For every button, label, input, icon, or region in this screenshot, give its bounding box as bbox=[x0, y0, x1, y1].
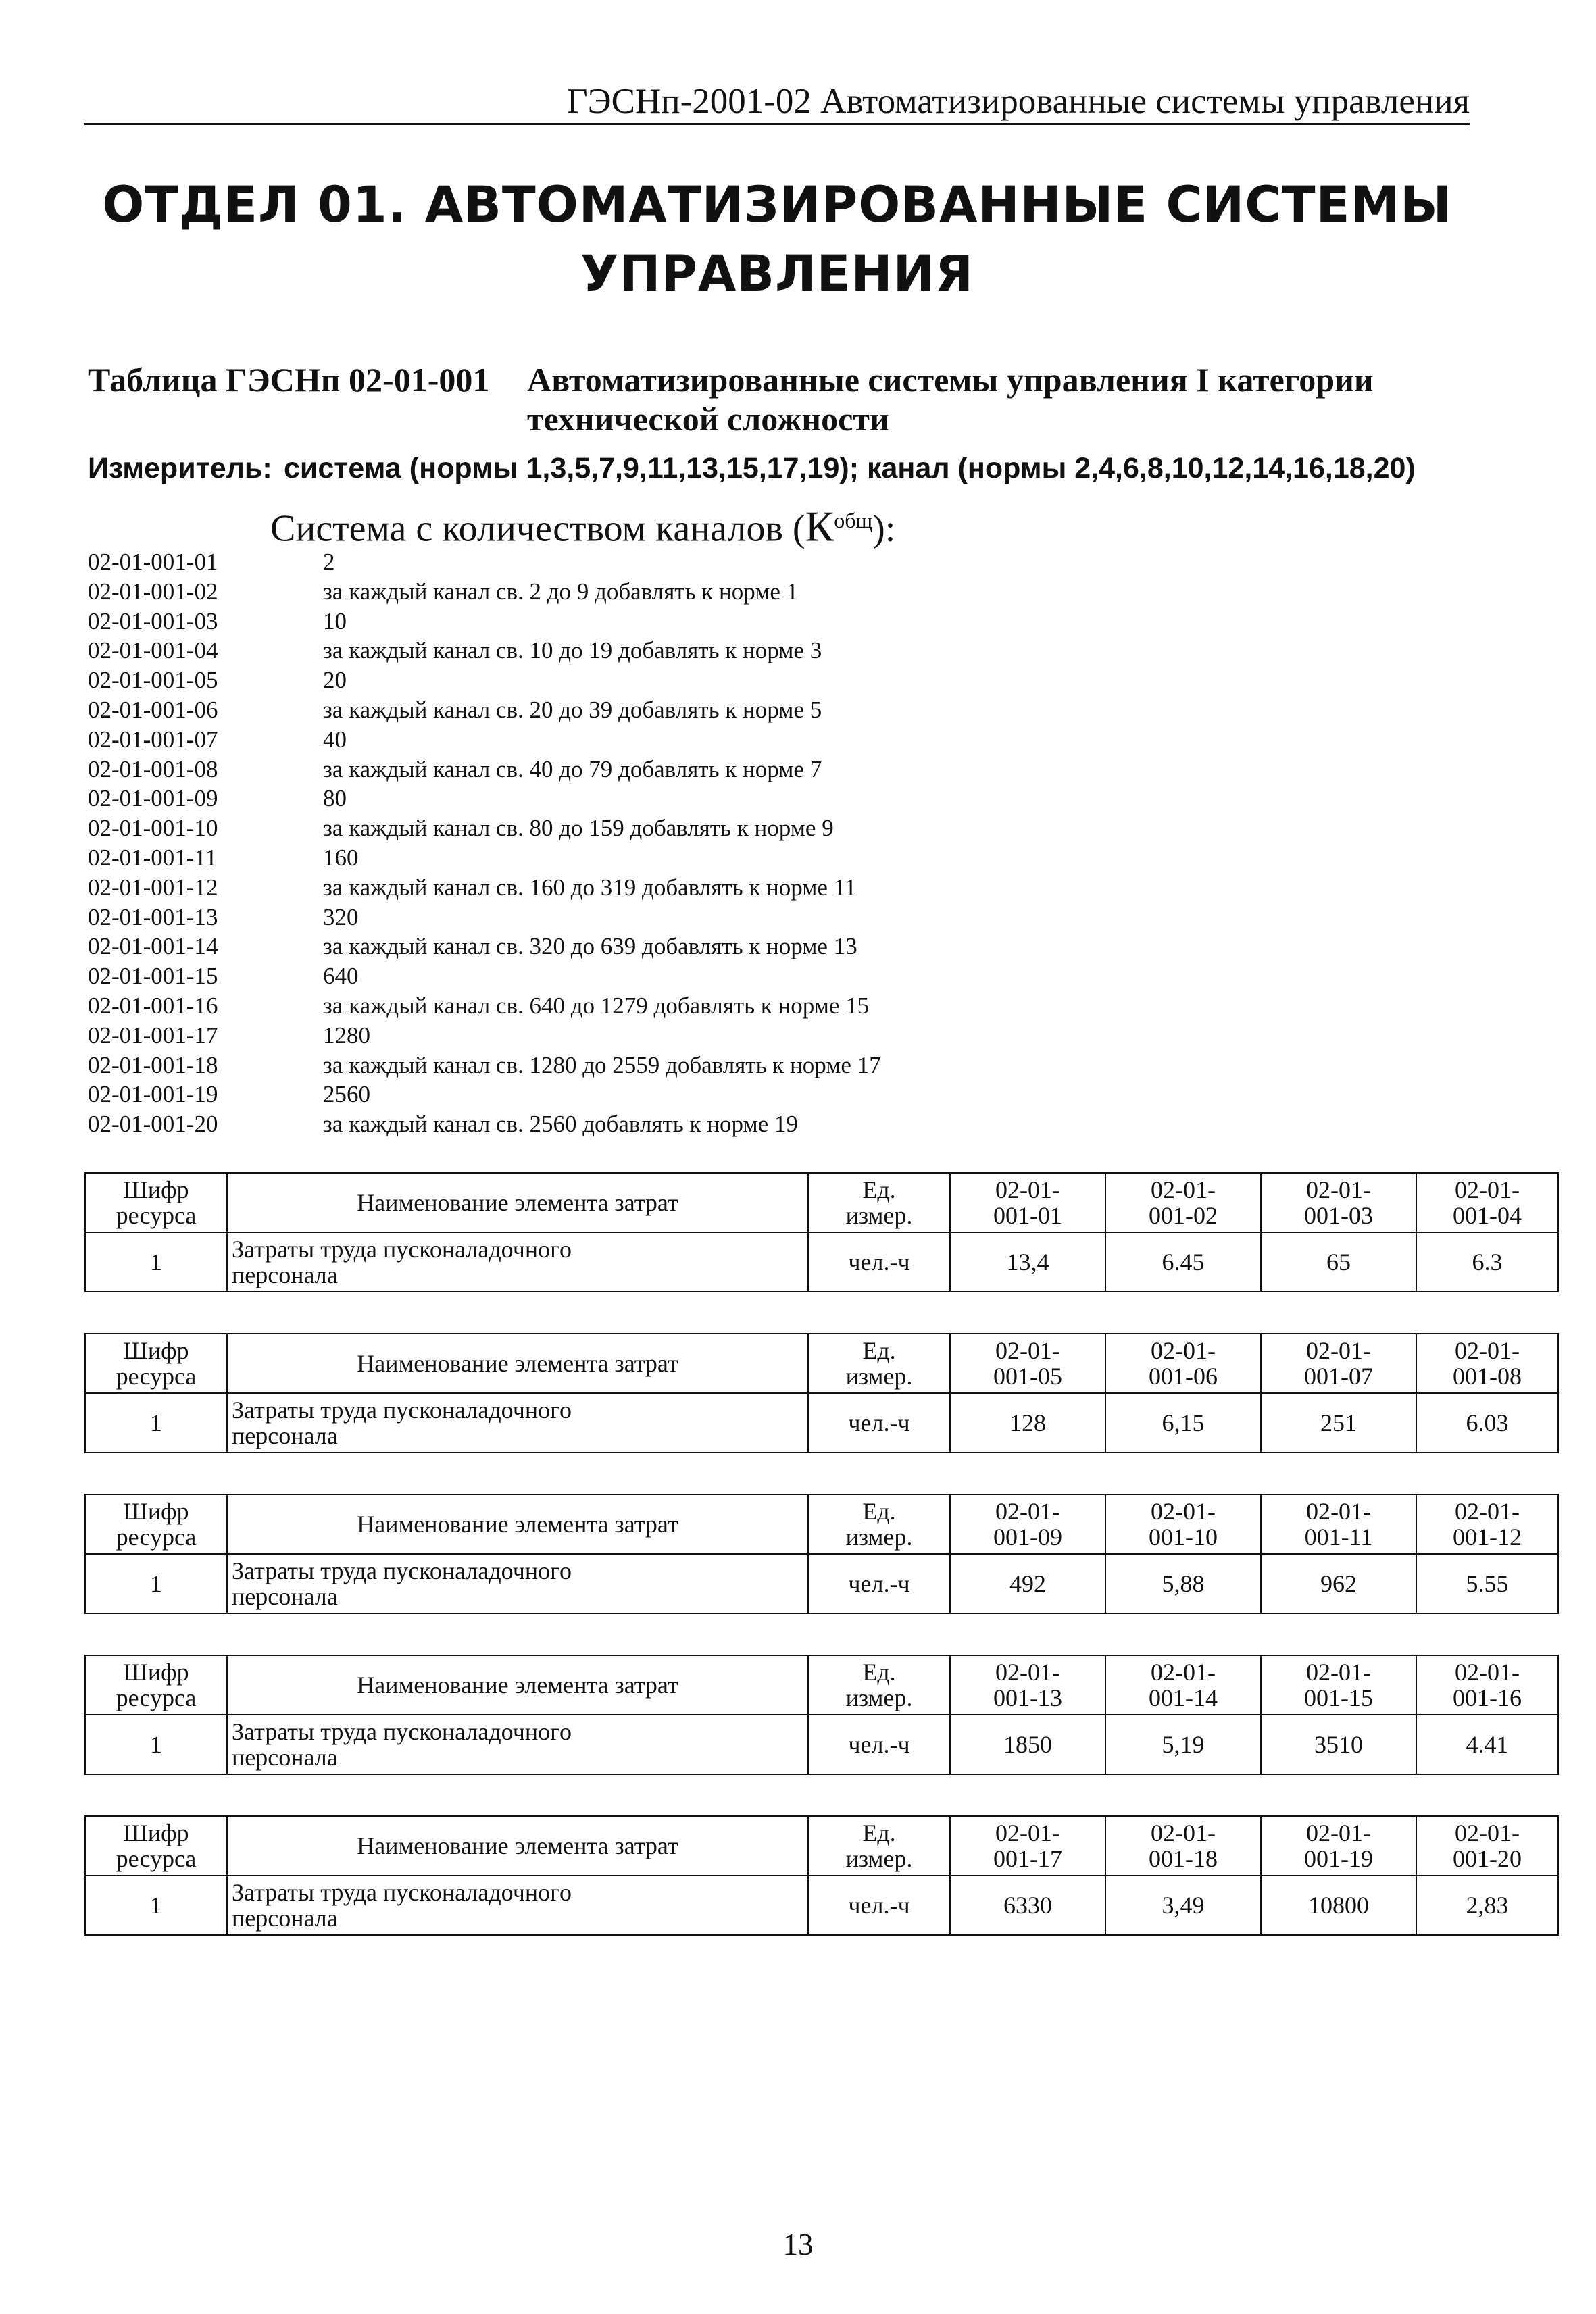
value-cell: 3,49 bbox=[1105, 1876, 1261, 1935]
resource-code-cell: 1 bbox=[85, 1554, 227, 1613]
section-title-line2: УПРАВЛЕНИЯ bbox=[580, 245, 974, 303]
header-norm-code bbox=[1261, 1655, 1416, 1715]
value-cell: 6.03 bbox=[1416, 1393, 1558, 1453]
table-header-row bbox=[85, 1655, 1558, 1715]
norm-row bbox=[88, 725, 1372, 755]
norm-description: 20 bbox=[323, 667, 347, 694]
norm-code: 02-01-001-18 bbox=[88, 1051, 218, 1078]
header-norm-code bbox=[1416, 1655, 1558, 1715]
norm-row bbox=[88, 991, 1372, 1021]
header-resource-code bbox=[85, 1655, 227, 1715]
header-norm-code-line: 001-17 bbox=[993, 1845, 1062, 1872]
header-norm-code-line: 001-11 bbox=[1304, 1524, 1373, 1551]
value-cell: 65 bbox=[1261, 1232, 1416, 1292]
header-resource-code-line: Шифр bbox=[123, 1659, 189, 1686]
norm-row bbox=[88, 1080, 1372, 1109]
header-norm-code-line: 001-18 bbox=[1149, 1845, 1218, 1872]
unit-cell: чел.-ч bbox=[808, 1554, 950, 1613]
header-cost-element: Наименование элемента затрат bbox=[227, 1173, 808, 1232]
header-norm-code-line: 001-12 bbox=[1453, 1524, 1522, 1551]
norm-description: 2 bbox=[323, 549, 335, 575]
cost-element-cell-line: Затраты труда пусконаладочного bbox=[232, 1718, 572, 1745]
table-header-row bbox=[85, 1494, 1558, 1554]
header-norm-code bbox=[1105, 1334, 1261, 1393]
header-norm-code-line: 001-16 bbox=[1453, 1684, 1522, 1711]
header-resource-code-line: ресурса bbox=[116, 1524, 197, 1551]
header-norm-code-line: 001-04 bbox=[1453, 1202, 1522, 1229]
header-norm-code bbox=[1261, 1494, 1416, 1554]
cost-table bbox=[84, 1333, 1559, 1453]
norm-row bbox=[88, 1109, 1372, 1139]
header-norm-code-line: 001-09 bbox=[993, 1524, 1062, 1551]
cost-element-cell-line: Затраты труда пусконаладочного bbox=[232, 1557, 572, 1584]
norm-code: 02-01-001-05 bbox=[88, 667, 218, 694]
header-norm-code-line: 001-10 bbox=[1149, 1524, 1218, 1551]
header-unit-line: измер. bbox=[845, 1363, 913, 1390]
value-cell: 1850 bbox=[950, 1715, 1105, 1774]
cost-element-cell-line: персонала bbox=[232, 1422, 338, 1449]
header-unit bbox=[808, 1816, 950, 1876]
header-resource-code bbox=[85, 1334, 227, 1393]
header-resource-code-line: ресурса bbox=[116, 1845, 197, 1872]
header-cost-element: Наименование элемента затрат bbox=[227, 1655, 808, 1715]
norm-code: 02-01-001-09 bbox=[88, 785, 218, 812]
header-resource-code-line: Шифр bbox=[123, 1176, 189, 1203]
value-cell: 4.41 bbox=[1416, 1715, 1558, 1774]
norm-code: 02-01-001-16 bbox=[88, 992, 218, 1019]
value-cell: 10800 bbox=[1261, 1876, 1416, 1935]
norm-row bbox=[88, 547, 1372, 577]
value-cell: 3510 bbox=[1261, 1715, 1416, 1774]
header-unit bbox=[808, 1334, 950, 1393]
norm-description: за каждый канал св. 20 до 39 добавлять к норме 5 bbox=[323, 696, 822, 723]
value-cell: 6.45 bbox=[1105, 1232, 1261, 1292]
header-norm-code bbox=[1261, 1173, 1416, 1232]
resource-code-cell: 1 bbox=[85, 1232, 227, 1292]
system-line-suffix: ): bbox=[872, 507, 896, 550]
header-norm-code bbox=[1261, 1334, 1416, 1393]
norm-code: 02-01-001-20 bbox=[88, 1111, 218, 1138]
unit-cell: чел.-ч bbox=[808, 1876, 950, 1935]
unit-cell: чел.-ч bbox=[808, 1393, 950, 1453]
norm-row bbox=[88, 607, 1372, 636]
cost-element-cell-line: персонала bbox=[232, 1261, 338, 1288]
header-resource-code-line: Шифр bbox=[123, 1819, 189, 1846]
value-cell: 251 bbox=[1261, 1393, 1416, 1453]
header-norm-code-line: 02-01- bbox=[1306, 1337, 1371, 1364]
value-cell: 492 bbox=[950, 1554, 1105, 1613]
header-norm-code-line: 02-01- bbox=[1151, 1176, 1216, 1203]
norm-description: за каждый канал св. 2 до 9 добавлять к норме 1 bbox=[323, 578, 799, 605]
page-number: 13 bbox=[782, 2228, 814, 2261]
header-unit-line: измер. bbox=[845, 1202, 913, 1229]
header-unit-line: Ед. bbox=[862, 1337, 896, 1364]
norm-code: 02-01-001-04 bbox=[88, 637, 218, 664]
system-line bbox=[270, 499, 1284, 551]
norm-description: 2560 bbox=[323, 1081, 370, 1108]
cost-element-cell-line: персонала bbox=[232, 1905, 338, 1932]
header-norm-code-line: 02-01- bbox=[1151, 1498, 1216, 1525]
norm-description: за каждый канал св. 40 до 79 добавлять к норме 7 bbox=[323, 755, 822, 782]
norm-description: 1280 bbox=[323, 1022, 370, 1049]
value-cell: 6330 bbox=[950, 1876, 1105, 1935]
norm-row bbox=[88, 932, 1372, 961]
header-norm-code-line: 02-01- bbox=[1151, 1819, 1216, 1846]
header-resource-code-line: ресурса bbox=[116, 1202, 197, 1229]
header-norm-code bbox=[950, 1655, 1105, 1715]
header-unit bbox=[808, 1173, 950, 1232]
norm-row bbox=[88, 665, 1372, 695]
norm-row bbox=[88, 577, 1372, 607]
header-norm-code bbox=[950, 1494, 1105, 1554]
header-norm-code bbox=[1105, 1494, 1261, 1554]
unit-cell: чел.-ч bbox=[808, 1232, 950, 1292]
header-norm-code-line: 02-01- bbox=[1306, 1819, 1371, 1846]
header-norm-code bbox=[950, 1816, 1105, 1876]
norm-description: за каждый канал св. 10 до 19 добавлять к норме 3 bbox=[323, 637, 822, 664]
header-norm-code-line: 02-01- bbox=[1306, 1659, 1371, 1686]
header-norm-code bbox=[1416, 1494, 1558, 1554]
cost-element-cell-line: Затраты труда пусконаладочного bbox=[232, 1879, 572, 1906]
cost-table bbox=[84, 1815, 1559, 1936]
norm-code: 02-01-001-07 bbox=[88, 726, 218, 753]
header-norm-code bbox=[1105, 1816, 1261, 1876]
norm-description: 80 bbox=[323, 785, 347, 812]
table-header-row bbox=[85, 1334, 1558, 1393]
header-norm-code-line: 001-19 bbox=[1304, 1845, 1373, 1872]
value-cell: 5.55 bbox=[1416, 1554, 1558, 1613]
norm-description: за каждый канал св. 640 до 1279 добавлять к норме 15 bbox=[323, 992, 870, 1019]
header-resource-code-line: ресурса bbox=[116, 1684, 197, 1711]
norm-row bbox=[88, 1051, 1372, 1080]
norm-description: 640 bbox=[323, 963, 359, 990]
header-unit-line: Ед. bbox=[862, 1659, 896, 1686]
norm-row bbox=[88, 961, 1372, 991]
header-norm-code bbox=[950, 1334, 1105, 1393]
header-norm-code bbox=[1261, 1816, 1416, 1876]
header-norm-code-line: 02-01- bbox=[1455, 1498, 1520, 1525]
norm-code: 02-01-001-11 bbox=[88, 844, 218, 871]
value-cell: 5,19 bbox=[1105, 1715, 1261, 1774]
k-superscript: общ bbox=[834, 508, 873, 532]
header-norm-code-line: 02-01- bbox=[995, 1498, 1060, 1525]
header-unit-line: Ед. bbox=[862, 1498, 896, 1525]
norm-code: 02-01-001-19 bbox=[88, 1081, 218, 1108]
header-norm-code-line: 02-01- bbox=[1151, 1659, 1216, 1686]
norm-code: 02-01-001-12 bbox=[88, 874, 218, 901]
header-unit-line: Ед. bbox=[862, 1819, 896, 1846]
value-cell: 962 bbox=[1261, 1554, 1416, 1613]
norm-row bbox=[88, 873, 1372, 903]
header-norm-code-line: 001-07 bbox=[1304, 1363, 1373, 1390]
value-cell: 6,15 bbox=[1105, 1393, 1261, 1453]
cost-element-cell bbox=[227, 1554, 808, 1613]
header-norm-code-line: 02-01- bbox=[1306, 1498, 1371, 1525]
unit-cell: чел.-ч bbox=[808, 1715, 950, 1774]
header-unit-line: измер. bbox=[845, 1684, 913, 1711]
norm-code: 02-01-001-08 bbox=[88, 755, 218, 782]
cost-element-cell-line: Затраты труда пусконаладочного bbox=[232, 1236, 572, 1263]
norm-row bbox=[88, 636, 1372, 665]
header-cost-element: Наименование элемента затрат bbox=[227, 1494, 808, 1554]
resource-code-cell: 1 bbox=[85, 1715, 227, 1774]
header-norm-code-line: 02-01- bbox=[1455, 1337, 1520, 1364]
header-norm-code-line: 001-08 bbox=[1453, 1363, 1522, 1390]
cost-table bbox=[84, 1655, 1559, 1775]
header-norm-code-line: 02-01- bbox=[1455, 1176, 1520, 1203]
header-norm-code-line: 02-01- bbox=[1151, 1337, 1216, 1364]
header-norm-code-line: 02-01- bbox=[1306, 1176, 1371, 1203]
norm-description: за каждый канал св. 80 до 159 добавлять к норме 9 bbox=[323, 815, 834, 842]
norm-code: 02-01-001-14 bbox=[88, 933, 218, 960]
header-resource-code bbox=[85, 1173, 227, 1232]
k-symbol: К bbox=[805, 502, 834, 551]
cost-table bbox=[84, 1494, 1559, 1614]
header-norm-code bbox=[950, 1173, 1105, 1232]
header-norm-code-line: 02-01- bbox=[995, 1819, 1060, 1846]
header-norm-code bbox=[1416, 1816, 1558, 1876]
page-header: ГЭСНп-2001-02 Автоматизированные системы управления bbox=[84, 80, 1470, 125]
norm-description: за каждый канал св. 160 до 319 добавлять к норме 11 bbox=[323, 874, 857, 901]
norms-list bbox=[88, 547, 1372, 1139]
table-row bbox=[85, 1876, 1558, 1935]
header-unit-line: Ед. bbox=[862, 1176, 896, 1203]
header-norm-code-line: 001-01 bbox=[993, 1202, 1062, 1229]
value-cell: 13,4 bbox=[950, 1232, 1105, 1292]
norm-description: 320 bbox=[323, 903, 359, 930]
norm-row bbox=[88, 903, 1372, 932]
resource-code-cell: 1 bbox=[85, 1876, 227, 1935]
header-norm-code-line: 001-03 bbox=[1304, 1202, 1373, 1229]
norm-description: 160 bbox=[323, 844, 359, 871]
header-norm-code-line: 02-01- bbox=[995, 1337, 1060, 1364]
norm-row bbox=[88, 1021, 1372, 1051]
header-norm-code-line: 02-01- bbox=[995, 1176, 1060, 1203]
header-norm-code-line: 02-01- bbox=[1455, 1819, 1520, 1846]
norm-code: 02-01-001-15 bbox=[88, 963, 218, 990]
table-header-row bbox=[85, 1173, 1558, 1232]
header-norm-code-line: 02-01- bbox=[995, 1659, 1060, 1686]
value-cell: 128 bbox=[950, 1393, 1105, 1453]
header-resource-code bbox=[85, 1494, 227, 1554]
header-norm-code-line: 001-20 bbox=[1453, 1845, 1522, 1872]
header-cost-element: Наименование элемента затрат bbox=[227, 1816, 808, 1876]
header-norm-code bbox=[1105, 1655, 1261, 1715]
header-norm-code-line: 001-13 bbox=[993, 1684, 1062, 1711]
header-norm-code bbox=[1416, 1173, 1558, 1232]
table-id: Таблица ГЭСНп 02-01-001 bbox=[88, 361, 490, 399]
value-cell: 2,83 bbox=[1416, 1876, 1558, 1935]
header-cost-element: Наименование элемента затрат bbox=[227, 1334, 808, 1393]
table-row bbox=[85, 1715, 1558, 1774]
cost-element-cell bbox=[227, 1715, 808, 1774]
system-line-prefix: Система с количеством каналов ( bbox=[270, 507, 805, 550]
table-row bbox=[85, 1393, 1558, 1453]
header-unit bbox=[808, 1494, 950, 1554]
norm-code: 02-01-001-17 bbox=[88, 1022, 218, 1049]
norm-description: 40 bbox=[323, 726, 347, 753]
header-norm-code-line: 001-05 bbox=[993, 1363, 1062, 1390]
cost-element-cell-line: Затраты труда пусконаладочного bbox=[232, 1397, 572, 1424]
norm-description: за каждый канал св. 1280 до 2559 добавлять к норме 17 bbox=[323, 1051, 881, 1078]
norm-row bbox=[88, 755, 1372, 784]
norm-code: 02-01-001-03 bbox=[88, 607, 218, 634]
cost-table bbox=[84, 1172, 1559, 1292]
header-norm-code bbox=[1105, 1173, 1261, 1232]
norm-code: 02-01-001-01 bbox=[88, 549, 218, 575]
header-resource-code-line: ресурса bbox=[116, 1363, 197, 1390]
header-unit-line: измер. bbox=[845, 1845, 913, 1872]
cost-element-cell bbox=[227, 1876, 808, 1935]
resource-code-cell: 1 bbox=[85, 1393, 227, 1453]
cost-element-cell-line: персонала bbox=[232, 1744, 338, 1771]
cost-element-cell-line: персонала bbox=[232, 1583, 338, 1610]
header-resource-code-line: Шифр bbox=[123, 1498, 189, 1525]
header-norm-code bbox=[1416, 1334, 1558, 1393]
header-norm-code-line: 001-14 bbox=[1149, 1684, 1218, 1711]
section-title-line1: ОТДЕЛ 01. АВТОМАТИЗИРОВАННЫЕ СИСТЕМЫ bbox=[102, 176, 1452, 234]
value-cell: 5,88 bbox=[1105, 1554, 1261, 1613]
section-title bbox=[84, 171, 1470, 309]
norm-code: 02-01-001-02 bbox=[88, 578, 218, 605]
header-norm-code-line: 001-06 bbox=[1149, 1363, 1218, 1390]
norm-row bbox=[88, 695, 1372, 725]
norm-row bbox=[88, 784, 1372, 813]
header-resource-code-line: Шифр bbox=[123, 1337, 189, 1364]
cost-element-cell bbox=[227, 1393, 808, 1453]
norm-code: 02-01-001-10 bbox=[88, 815, 218, 842]
measurer-text: система (нормы 1,3,5,7,9,11,13,15,17,19); канал (нормы 2,4,6,8,10,12,14,16,18,20) bbox=[284, 452, 1416, 484]
value-cell: 6.3 bbox=[1416, 1232, 1558, 1292]
table-title: Автоматизированные системы управления I категории технической сложности bbox=[527, 361, 1374, 438]
table-row bbox=[85, 1554, 1558, 1613]
header-unit-line: измер. bbox=[845, 1524, 913, 1551]
header-norm-code-line: 02-01- bbox=[1455, 1659, 1520, 1686]
norm-code: 02-01-001-06 bbox=[88, 696, 218, 723]
table-row bbox=[85, 1232, 1558, 1292]
norm-description: за каждый канал св. 2560 добавлять к норме 19 bbox=[323, 1111, 798, 1138]
cost-element-cell bbox=[227, 1232, 808, 1292]
measurer-label: Измеритель: bbox=[88, 452, 272, 484]
norm-row bbox=[88, 843, 1372, 873]
norm-row bbox=[88, 813, 1372, 843]
norm-code: 02-01-001-13 bbox=[88, 903, 218, 930]
norm-description: 10 bbox=[323, 607, 347, 634]
norm-description: за каждый канал св. 320 до 639 добавлять к норме 13 bbox=[323, 933, 857, 960]
header-resource-code bbox=[85, 1816, 227, 1876]
header-norm-code-line: 001-02 bbox=[1149, 1202, 1218, 1229]
header-unit bbox=[808, 1655, 950, 1715]
header-norm-code-line: 001-15 bbox=[1304, 1684, 1373, 1711]
table-header-row bbox=[85, 1816, 1558, 1876]
